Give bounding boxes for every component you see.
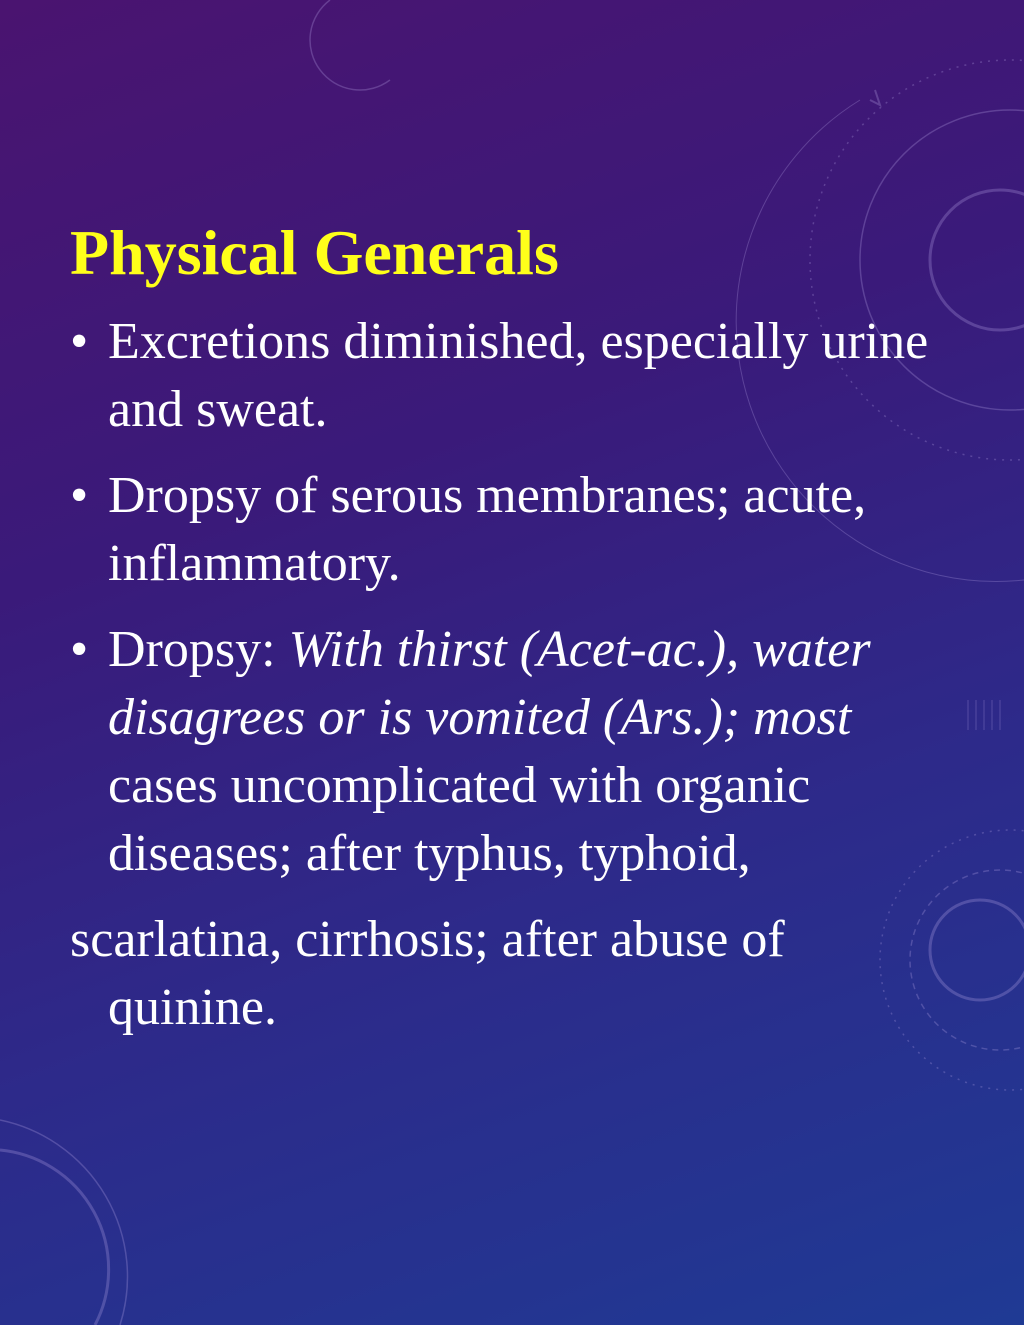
bullet-text: Excretions diminished, especially urine and sweat. (108, 313, 929, 438)
bullet-item-dropsy-thirst (70, 616, 950, 888)
bullet-marker: • (70, 313, 89, 370)
slide-title: Physical Generals (70, 217, 559, 288)
continuation-paragraph: scarlatina, cirrhosis; after abuse of quinine. (70, 911, 785, 1036)
bullet-text-italic: With thirst (Acet-ac.), water disagrees or is vomited (Ars.); most (108, 621, 871, 746)
bullet-text-tail: cases uncomplicated with organic diseases; after typhus, typhoid, (108, 757, 811, 882)
bullet-text: Dropsy of serous membranes; acute, inflammatory. (108, 467, 867, 592)
slide-content (70, 212, 950, 1042)
bullet-marker: • (70, 621, 89, 678)
bullet-text-lead: Dropsy: (108, 621, 289, 678)
bullet-item-excretions (70, 308, 950, 444)
bullet-item-serous-dropsy (70, 462, 950, 598)
bullet-marker: • (70, 467, 89, 524)
